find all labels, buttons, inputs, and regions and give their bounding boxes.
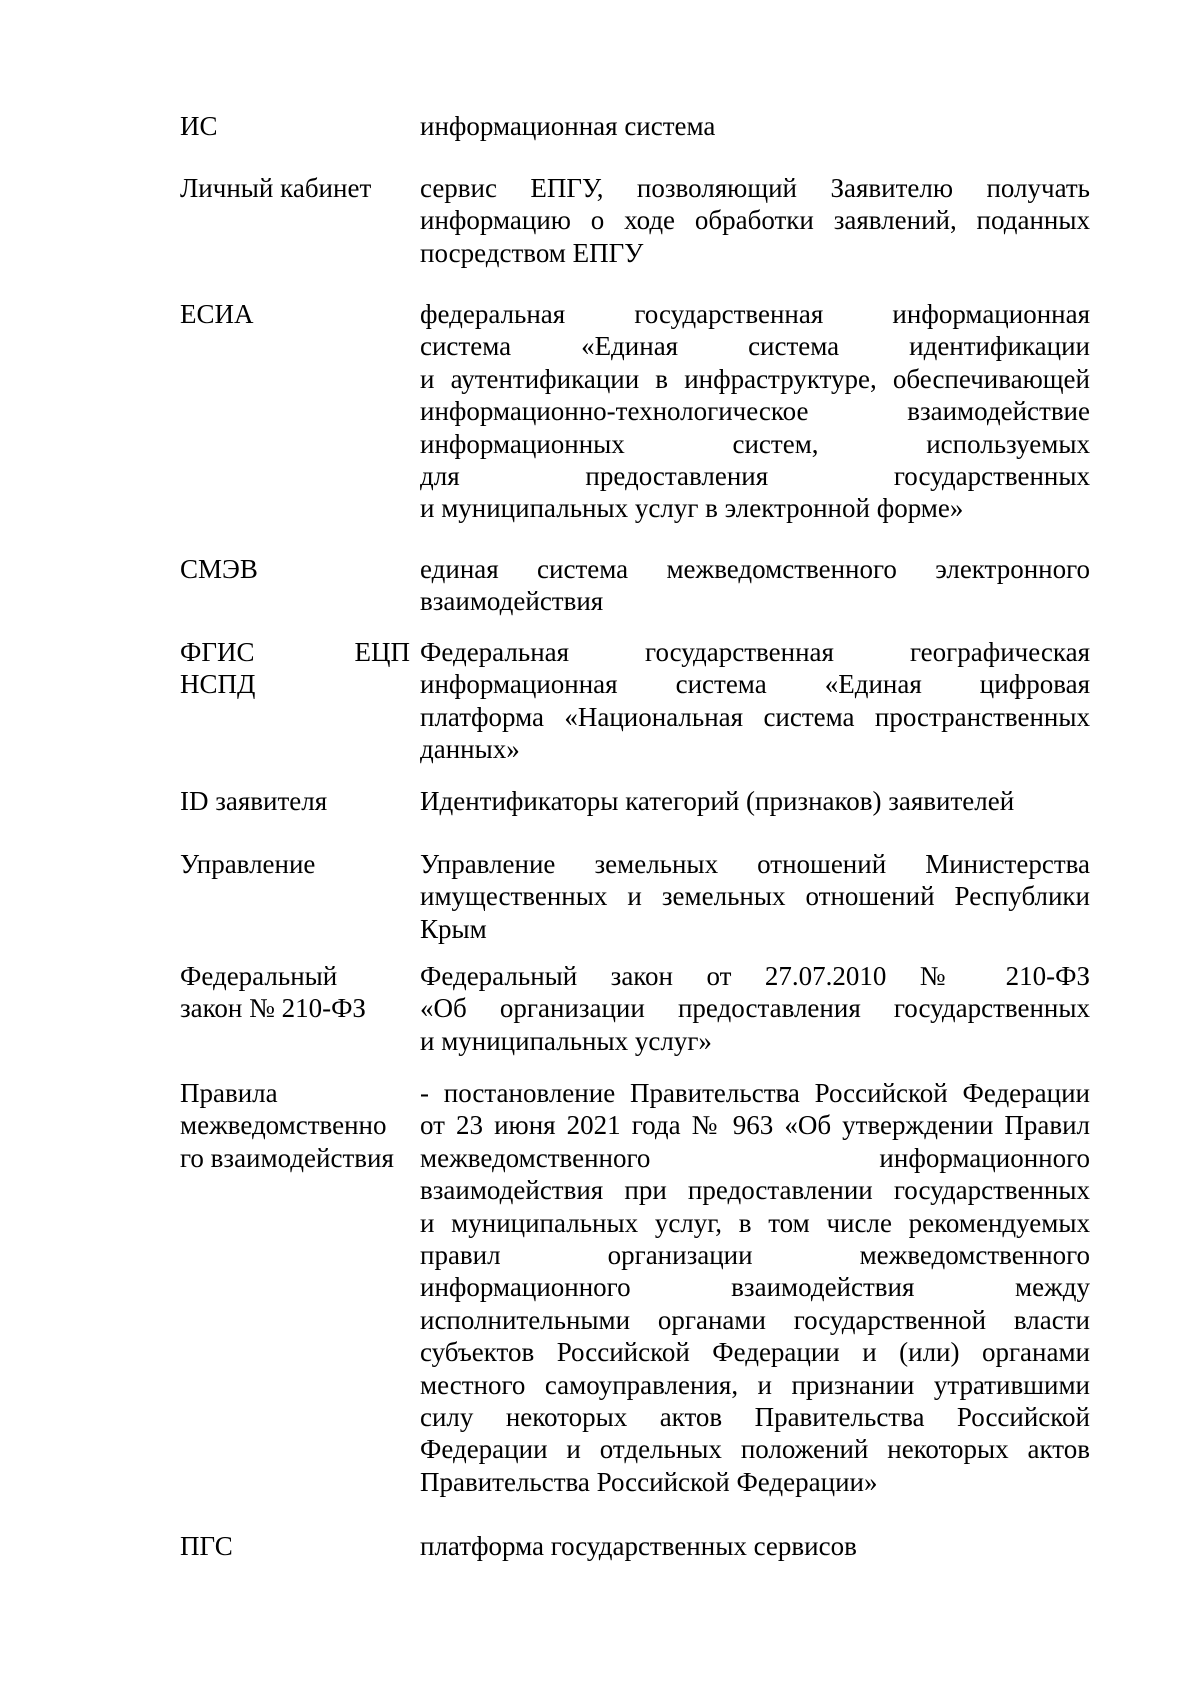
definition-line: Идентификаторы категорий (признаков) заявителей <box>420 786 1015 816</box>
definition-line: единая система межведомственного электронного <box>420 554 1090 584</box>
entry-definition <box>420 1530 1090 1562</box>
definition-line: Федеральная государственная географическая <box>420 637 1090 667</box>
entry-definition <box>420 960 1090 1057</box>
entry-term <box>180 636 410 701</box>
definition-line: система «Единая система идентификации <box>420 331 1090 362</box>
term-line: ЕСИА <box>180 299 254 329</box>
entry-definition <box>420 172 1090 269</box>
definition-line: информационно-технологическое взаимодействие <box>420 396 1090 427</box>
definition-line: Федерации и отдельных положений некоторых актов <box>420 1434 1090 1465</box>
definition-line: платформа государственных сервисов <box>420 1531 857 1561</box>
term-line: Федеральный <box>180 961 338 991</box>
definition-line: федеральная государственная информационная <box>420 299 1090 329</box>
definition-line: платформа «Национальная система пространственных <box>420 701 1090 732</box>
entry-term <box>180 110 410 142</box>
definition-line: исполнительными органами государственной власти <box>420 1304 1090 1335</box>
definition-line: имущественных и земельных отношений Республики <box>420 881 1090 912</box>
term-line: ИС <box>180 111 218 141</box>
definition-line: и муниципальных услуг» <box>420 1025 712 1056</box>
definition-line: правил организации межведомственного <box>420 1240 1090 1271</box>
entry-definition <box>420 848 1090 945</box>
term-line: Управление <box>180 849 316 879</box>
entry-term <box>180 848 410 880</box>
definition-line: и муниципальных услуг в электронной форме» <box>420 493 964 524</box>
definition-line: информационных систем, используемых <box>420 428 1090 459</box>
definition-line: для предоставления государственных <box>420 461 1090 492</box>
entry-definition <box>420 1077 1090 1498</box>
definition-line: и муниципальных услуг, в том числе рекомендуемых <box>420 1207 1090 1238</box>
definition-line: взаимодействия при предоставлении государственных <box>420 1175 1090 1206</box>
definition-line: посредством ЕПГУ <box>420 237 644 268</box>
entry-term <box>180 172 410 204</box>
definition-line: Управление земельных отношений Министерства <box>420 849 1090 879</box>
term-line: ПГС <box>180 1531 233 1561</box>
entry-definition <box>420 553 1090 618</box>
definition-line: Федеральный закон от 27.07.2010 № 210-ФЗ <box>420 961 1090 991</box>
entry-term <box>180 785 410 817</box>
definition-line: межведомственного информационного <box>420 1142 1090 1173</box>
definition-line: «Об организации предоставления государственных <box>420 993 1090 1024</box>
definition-line: данных» <box>420 734 520 765</box>
definition-line: от 23 июня 2021 года № 963 «Об утверждении Правил <box>420 1110 1090 1141</box>
definition-line: силу некоторых актов Правительства Российской <box>420 1402 1090 1433</box>
entry-term <box>180 1530 410 1562</box>
definition-line: информацию о ходе обработки заявлений, поданных <box>420 205 1090 236</box>
term-line: Правила <box>180 1078 278 1108</box>
term-line: закон № 210-ФЗ <box>180 993 366 1024</box>
term-line: ФГИС ЕЦП <box>180 637 410 667</box>
entry-definition <box>420 110 1090 142</box>
definition-line: информационного взаимодействия между <box>420 1272 1090 1303</box>
definition-line: взаимодействия <box>420 586 604 617</box>
definition-line: информационная система <box>420 111 716 141</box>
entry-term <box>180 960 410 1025</box>
definition-line: - постановление Правительства Российской Федерации <box>420 1078 1090 1108</box>
definition-line: сервис ЕПГУ, позволяющий Заявителю получать <box>420 173 1090 203</box>
definition-line: Крым <box>420 913 487 944</box>
entry-term <box>180 553 410 585</box>
definition-line: Правительства Российской Федерации» <box>420 1466 878 1497</box>
definition-line: местного самоуправления, и признании утратившими <box>420 1369 1090 1400</box>
definition-line: информационная система «Единая цифровая <box>420 669 1090 700</box>
definition-line: и аутентификации в инфраструктуре, обеспечивающей <box>420 363 1090 394</box>
term-line: СМЭВ <box>180 554 258 584</box>
entry-definition <box>420 636 1090 766</box>
entry-term <box>180 1077 410 1174</box>
entry-definition <box>420 785 1090 817</box>
term-line: ID заявителя <box>180 786 328 816</box>
entry-definition <box>420 298 1090 525</box>
definition-line: субъектов Российской Федерации и (или) органами <box>420 1337 1090 1368</box>
term-line: Личный кабинет <box>180 173 372 203</box>
term-line: межведомственно <box>180 1110 387 1141</box>
entry-term <box>180 298 410 330</box>
term-line: го взаимодействия <box>180 1142 394 1173</box>
term-line: НСПД <box>180 669 256 700</box>
